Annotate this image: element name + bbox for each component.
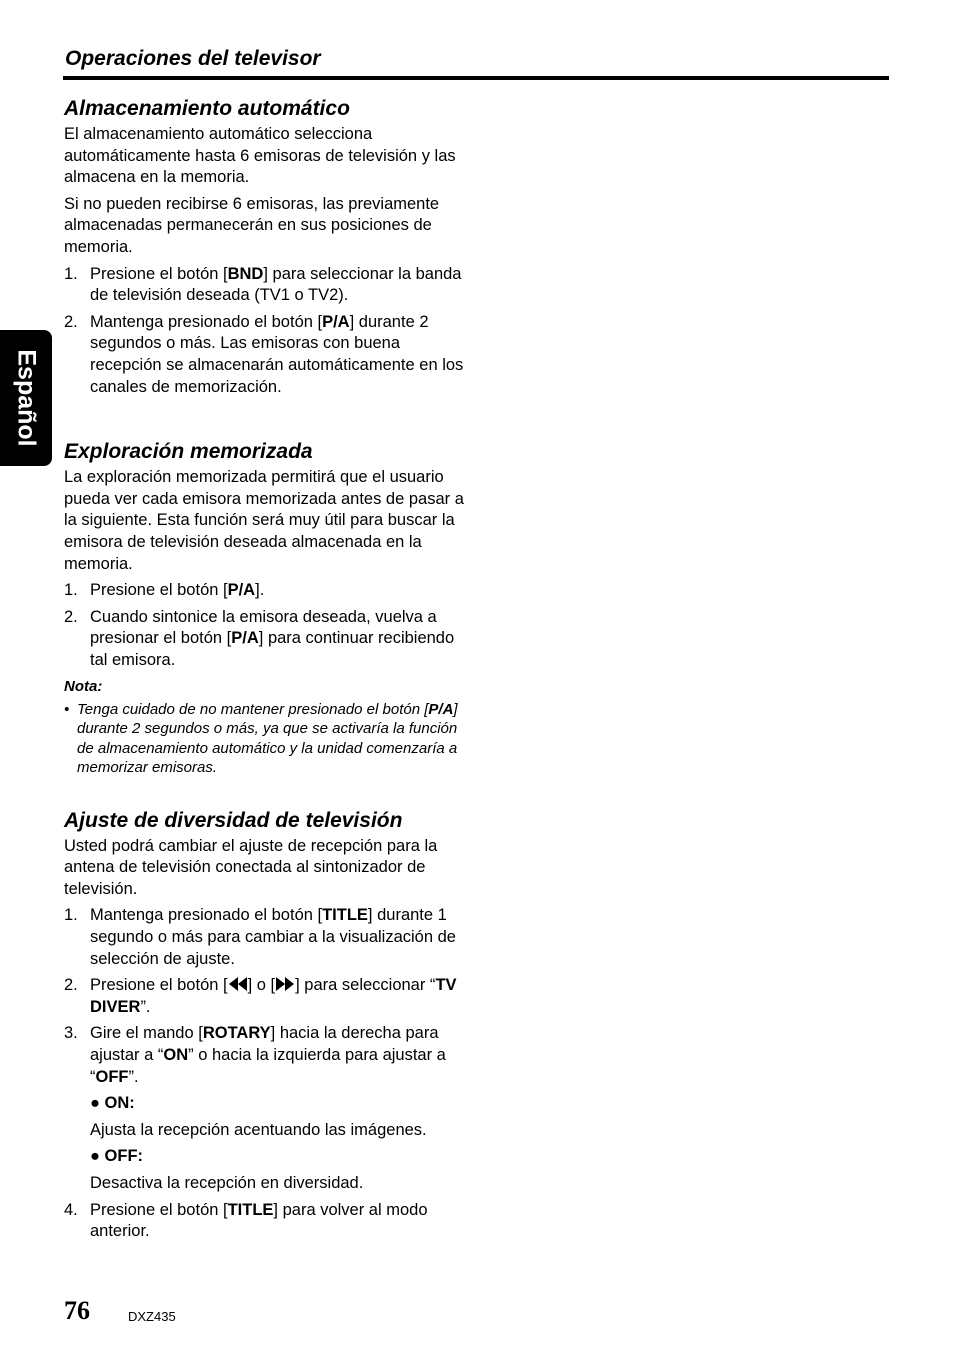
option-description: Ajusta la recepción acentuando las imágenes. <box>90 1120 427 1139</box>
step-text: ”. <box>140 997 151 1016</box>
content-column <box>64 96 464 1248</box>
button-name: TITLE <box>322 906 368 925</box>
option-description: Desactiva la recepción en diversidad. <box>90 1174 364 1192</box>
note-bullet: • <box>64 701 70 719</box>
section-title: Almacenamiento automático <box>64 97 350 120</box>
step-item <box>64 580 464 602</box>
section-gap <box>64 403 464 439</box>
button-name: P/A <box>322 312 350 331</box>
setting-name: TV DIVER <box>90 976 457 1016</box>
button-name: P/A <box>227 581 256 600</box>
option-on <box>90 1093 464 1194</box>
paragraph: La exploración memorizada permitirá que el usuario pueda ver cada emisora memorizada antes de pasar a la siguiente. Esta función será muy útil para buscar la emisora de televisión deseada almacenada en la memoria. <box>64 468 464 573</box>
step-text: ]. <box>255 581 265 600</box>
step-text: ] hacia la derecha para ajustar a “ <box>90 1024 439 1065</box>
steps-list <box>64 264 464 399</box>
button-name: BND <box>227 264 264 283</box>
section-title: Exploración memorizada <box>64 440 313 464</box>
step-text: ] para seleccionar la banda de televisión deseada (TV1 o TV2). <box>90 264 462 305</box>
step-text: ] o [ <box>247 976 276 995</box>
option-label: ● OFF: <box>90 1147 144 1166</box>
steps-list <box>64 580 464 671</box>
language-tab-label: Español <box>12 349 41 447</box>
paragraph: Si no pueden recibirse 6 emisoras, las previamente almacenadas permanecerán en sus posiciones de memoria. <box>64 194 440 256</box>
step-number: 4. <box>64 1200 78 1219</box>
step-text: ] para seleccionar “ <box>295 976 436 995</box>
step-text: ] durante 2 segundos o más. Las emisoras con buena recepción se almacenarán automáticamente en los canales de memorización. <box>90 312 464 396</box>
section-auto-store <box>64 96 464 398</box>
step-number: 2. <box>64 607 78 626</box>
step-number: 1. <box>64 581 78 600</box>
step-number: 2. <box>64 976 78 995</box>
option-label: ● ON: <box>90 1094 135 1113</box>
note-item <box>64 700 464 778</box>
note-text: Tenga cuidado de no mantener presionado el botón [ <box>77 701 429 719</box>
step-text: Presione el botón [ <box>90 581 228 600</box>
button-name: P/A <box>428 701 454 719</box>
setting-value: ON <box>163 1046 189 1065</box>
section-diversity <box>64 808 464 1243</box>
double-right-triangle-icon <box>275 976 295 992</box>
setting-value: OFF <box>95 1067 129 1086</box>
step-text: Mantenga presionado el botón [ <box>90 312 323 331</box>
step-text: ” o hacia la izquierda para ajustar a “ <box>90 1046 446 1086</box>
step-text: Mantenga presionado el botón [ <box>90 906 323 925</box>
step-text: ] para continuar recibiendo tal emisora. <box>90 629 455 669</box>
button-name: TITLE <box>227 1200 274 1219</box>
double-left-triangle-icon <box>228 976 248 992</box>
step-text: Presione el botón [ <box>90 976 228 995</box>
section-gap <box>64 778 464 808</box>
step-text: Gire el mando [ <box>90 1024 203 1043</box>
step-number: 2. <box>64 312 78 331</box>
button-name: P/A <box>231 629 259 648</box>
step-item <box>64 1023 464 1194</box>
language-side-tab <box>0 330 52 466</box>
paragraph: Usted podrá cambiar el ajuste de recepción para la antena de televisión conectada al sintonizador de televisión. <box>64 836 438 898</box>
step-text: ] durante 1 segundo o más para cambiar a la visualización de selección de ajuste. <box>90 906 456 968</box>
step-item <box>64 905 464 970</box>
page-number: 76 <box>64 1296 90 1325</box>
step-text: Presione el botón [ <box>90 264 228 283</box>
step-number: 1. <box>64 264 78 283</box>
note-text: ] durante 2 segundos o más, ya que se activaría la función de almacenamiento automático y la unidad comenzaría a memorizar emisoras. <box>77 701 458 777</box>
steps-list <box>64 905 464 1242</box>
model-number: DXZ435 <box>128 1309 176 1324</box>
step-number: 1. <box>64 906 78 925</box>
section-title: Ajuste de diversidad de televisión <box>64 808 403 832</box>
step-text: Presione el botón [ <box>90 1200 228 1219</box>
step-text: ] para volver al modo anterior. <box>90 1200 428 1241</box>
paragraph: El almacenamiento automático selecciona automáticamente hasta 6 emisoras de televisión y las almacena en la memoria. <box>64 125 456 187</box>
step-text: Cuando sintonice la emisora deseada, vuelva a presionar el botón [ <box>90 607 437 648</box>
section-preset-scan <box>64 439 464 778</box>
step-item <box>64 975 464 1018</box>
step-text: ”. <box>128 1067 139 1086</box>
step-number: 3. <box>64 1024 78 1043</box>
step-item <box>64 264 464 307</box>
header-rule <box>63 76 889 80</box>
note-title: Nota: <box>64 678 103 696</box>
button-name: ROTARY <box>202 1024 271 1043</box>
step-item <box>64 607 464 672</box>
step-item <box>64 1200 464 1243</box>
page-header-title: Operaciones del televisor <box>65 47 321 70</box>
step-item <box>64 312 464 398</box>
